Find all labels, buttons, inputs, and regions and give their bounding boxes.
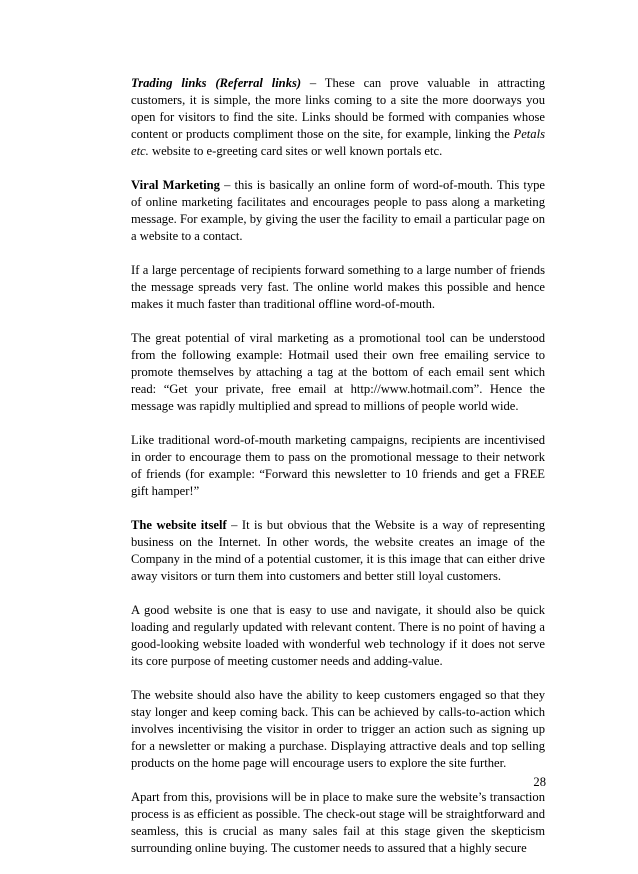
paragraph-4: The great potential of viral marketing as a promotional tool can be understood from the following example: Hotmail used their own free emailing service to promote themselves by attaching a tag at the bottom of each email sent which read: “Get your private, free email at http://www.hotmail.com”. Hence the message was rapidly multiplied and spread to millions of people world wide. (131, 331, 545, 413)
paragraph-viral-marketing (131, 177, 545, 245)
heading-website-itself: The website itself (131, 518, 227, 532)
heading-viral-marketing: Viral Marketing (131, 178, 220, 192)
paragraph-9: Apart from this, provisions will be in place to make sure the website’s transaction process is as efficient as possible. The check-out stage will be straightforward and seamless, this is crucial as many sales fail at this stage given the skepticism surrounding online buying. The customer needs to assured that a highly secure (131, 790, 545, 855)
paragraph-website-itself (131, 517, 545, 585)
dash: – (301, 76, 325, 90)
petals-italic: Petals etc. (131, 127, 545, 158)
website-itself-text: – It is but obvious that the Website is a way of representing business on the Internet. In other words, the website creates an image of the Company in the mind of a potential customer, it is this image that can either drive away visitors or turn them into customers and better still loyal customers. (131, 518, 546, 583)
paragraph-trading-links (131, 75, 545, 160)
paragraph-3: If a large percentage of recipients forward something to a large number of friends the message spreads very fast. The online world makes this possible and hence makes it much faster than traditional offline word-of-mouth. (131, 263, 545, 311)
paragraph-5: Like traditional word-of-mouth marketing campaigns, recipients are incentivised in order to encourage them to pass on the promotional message to their network of friends (for example: “Forward this newsletter to 10 friends and get a FREE gift hamper!” (131, 433, 545, 498)
heading-trading-links: Trading links (Referral links) (131, 76, 302, 90)
viral-marketing-text: – this is basically an online form of word-of-mouth. This type of online marketing facilitates and encourages people to pass along a marketing message. For example, by giving the user the facility to email a particular page on a website to a contact. (131, 178, 546, 243)
paragraph-7: A good website is one that is easy to use and navigate, it should also be quick loading and regularly updated with relevant content. There is no point of having a good-looking website loaded with wonderful web technology if it does not serve its core purpose of meeting customer needs and adding-value. (131, 603, 545, 668)
page-number: 28 (533, 775, 546, 789)
paragraph-8: The website should also have the ability to keep customers engaged so that they stay longer and keep coming back. This can be achieved by calls-to-action which involves incentivising the visitor in order to trigger an action such as signing up for a newsletter or making a purchase. Displaying attractive deals and top selling products on the home page will encourage users to explore the site further. (131, 688, 545, 770)
trading-links-text-2: website to e-greeting card sites or well known portals etc. (148, 144, 443, 158)
body-text (131, 75, 545, 874)
trading-links-text-1: These can prove valuable in attracting customers, it is simple, the more links coming to a site the more doorways you open for visitors to find the site. Links should be formed with companies whose content or products compliment those on the site, for example, linking the (131, 76, 546, 141)
